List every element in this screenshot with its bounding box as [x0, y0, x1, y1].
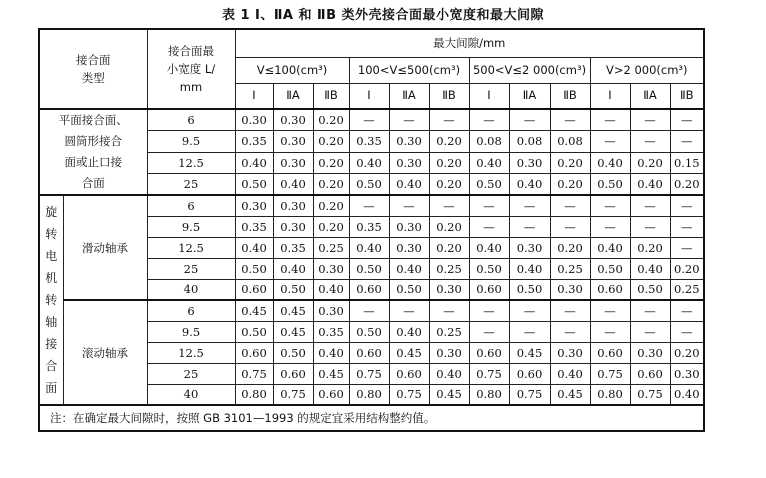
vertical-label-char: 旋: [45, 205, 58, 219]
header-volume-range: V≤100(cm³): [235, 57, 349, 83]
value-cell: 0.20: [429, 152, 469, 174]
value-cell: —: [590, 109, 630, 131]
value-cell: 0.50: [630, 279, 670, 300]
value-cell: —: [469, 195, 509, 216]
value-cell: 0.80: [469, 384, 509, 405]
value-cell: 0.45: [509, 342, 550, 363]
value-cell: 0.40: [273, 174, 313, 196]
min-width-cell: 40: [147, 279, 235, 300]
value-cell: 0.20: [550, 237, 590, 258]
value-cell: —: [670, 216, 704, 237]
value-cell: 0.30: [313, 300, 349, 321]
table-row: [39, 109, 704, 131]
value-cell: 0.30: [313, 258, 349, 279]
value-cell: 0.50: [389, 279, 429, 300]
value-cell: 0.40: [590, 237, 630, 258]
value-cell: 0.35: [313, 321, 349, 342]
min-width-cell: 9.5: [147, 321, 235, 342]
value-cell: 0.30: [630, 342, 670, 363]
value-cell: 0.50: [469, 258, 509, 279]
value-cell: —: [550, 216, 590, 237]
subgroup-label: 滑动轴承: [63, 195, 147, 300]
value-cell: 0.40: [469, 152, 509, 174]
value-cell: 0.75: [469, 363, 509, 384]
group-label-planar: [39, 109, 147, 195]
value-cell: 0.40: [389, 258, 429, 279]
value-cell: 0.40: [429, 363, 469, 384]
gap-table: [38, 28, 705, 432]
value-cell: 0.20: [630, 237, 670, 258]
value-cell: 0.60: [509, 363, 550, 384]
value-cell: 0.20: [429, 131, 469, 153]
value-cell: 0.35: [349, 216, 389, 237]
vertical-label-char: 机: [45, 271, 58, 285]
table-row: [39, 195, 704, 216]
value-cell: 0.30: [273, 131, 313, 153]
header-class: Ⅰ: [469, 83, 509, 109]
header-joint-type-line: 类型: [81, 71, 105, 85]
min-width-cell: 6: [147, 300, 235, 321]
vertical-label-char: 转: [45, 293, 58, 307]
value-cell: —: [429, 195, 469, 216]
value-cell: 0.60: [349, 279, 389, 300]
value-cell: 0.40: [630, 258, 670, 279]
value-cell: —: [509, 109, 550, 131]
value-cell: 0.30: [550, 342, 590, 363]
header-class: ⅡA: [509, 83, 550, 109]
min-width-cell: 12.5: [147, 237, 235, 258]
value-cell: 0.75: [273, 384, 313, 405]
header-volume-range: V>2 000(cm³): [590, 57, 704, 83]
value-cell: —: [670, 131, 704, 153]
header-class: ⅡB: [429, 83, 469, 109]
value-cell: 0.15: [670, 152, 704, 174]
value-cell: 0.60: [235, 279, 273, 300]
value-cell: 0.25: [670, 279, 704, 300]
value-cell: 0.20: [670, 258, 704, 279]
value-cell: 0.08: [509, 131, 550, 153]
value-cell: 0.45: [273, 321, 313, 342]
value-cell: 0.25: [550, 258, 590, 279]
value-cell: 0.80: [349, 384, 389, 405]
value-cell: 0.20: [670, 342, 704, 363]
header-max-gap: 最大间隙/mm: [235, 29, 704, 57]
value-cell: —: [349, 300, 389, 321]
value-cell: 0.30: [273, 152, 313, 174]
value-cell: 0.30: [273, 216, 313, 237]
table-row: [39, 300, 704, 321]
value-cell: 0.45: [313, 363, 349, 384]
value-cell: 0.60: [349, 342, 389, 363]
value-cell: 0.20: [313, 131, 349, 153]
value-cell: 0.40: [670, 384, 704, 405]
value-cell: 0.35: [235, 216, 273, 237]
header-min-width: [147, 29, 235, 109]
value-cell: 0.30: [429, 279, 469, 300]
value-cell: 0.75: [509, 384, 550, 405]
value-cell: 0.60: [590, 279, 630, 300]
value-cell: 0.20: [670, 174, 704, 196]
value-cell: 0.80: [590, 384, 630, 405]
value-cell: —: [670, 237, 704, 258]
header-class: ⅡA: [389, 83, 429, 109]
value-cell: 0.20: [313, 109, 349, 131]
min-width-cell: 25: [147, 174, 235, 196]
value-cell: 0.30: [389, 152, 429, 174]
value-cell: —: [469, 216, 509, 237]
value-cell: —: [630, 131, 670, 153]
value-cell: 0.08: [469, 131, 509, 153]
value-cell: 0.60: [469, 342, 509, 363]
header-class: ⅡB: [550, 83, 590, 109]
min-width-cell: 25: [147, 258, 235, 279]
value-cell: 0.30: [389, 216, 429, 237]
table-row: [39, 405, 704, 431]
value-cell: 0.40: [389, 321, 429, 342]
value-cell: 0.50: [235, 321, 273, 342]
value-cell: —: [509, 321, 550, 342]
value-cell: 0.30: [273, 195, 313, 216]
value-cell: 0.40: [550, 363, 590, 384]
value-cell: 0.30: [550, 279, 590, 300]
value-cell: —: [670, 321, 704, 342]
value-cell: 0.45: [273, 300, 313, 321]
value-cell: 0.60: [235, 342, 273, 363]
value-cell: —: [590, 321, 630, 342]
value-cell: 0.50: [235, 258, 273, 279]
value-cell: —: [590, 300, 630, 321]
value-cell: 0.40: [630, 174, 670, 196]
subgroup-label: 滚动轴承: [63, 300, 147, 405]
table-body: [39, 29, 704, 431]
value-cell: 0.40: [313, 342, 349, 363]
value-cell: 0.35: [235, 131, 273, 153]
value-cell: 0.45: [550, 384, 590, 405]
header-volume-range: 500<V≤2 000(cm³): [469, 57, 590, 83]
value-cell: 0.40: [349, 237, 389, 258]
value-cell: 0.50: [590, 258, 630, 279]
vertical-label-char: 接: [45, 337, 58, 351]
value-cell: —: [349, 195, 389, 216]
value-cell: —: [389, 195, 429, 216]
value-cell: 0.40: [509, 258, 550, 279]
min-width-cell: 9.5: [147, 131, 235, 153]
value-cell: —: [630, 216, 670, 237]
value-cell: 0.45: [235, 300, 273, 321]
value-cell: 0.40: [313, 279, 349, 300]
vertical-label-char: 合: [45, 359, 58, 373]
value-cell: 0.20: [313, 152, 349, 174]
value-cell: —: [509, 195, 550, 216]
header-class: ⅡA: [630, 83, 670, 109]
value-cell: 0.20: [313, 216, 349, 237]
value-cell: 0.80: [235, 384, 273, 405]
value-cell: 0.35: [273, 237, 313, 258]
value-cell: 0.50: [349, 258, 389, 279]
header-min-width-line: 小宽度 L/: [166, 62, 216, 76]
value-cell: 0.08: [550, 131, 590, 153]
vertical-label-char: 电: [45, 249, 58, 263]
value-cell: 0.25: [429, 321, 469, 342]
value-cell: —: [590, 195, 630, 216]
header-class: ⅡA: [273, 83, 313, 109]
value-cell: —: [670, 300, 704, 321]
value-cell: —: [389, 109, 429, 131]
min-width-cell: 40: [147, 384, 235, 405]
value-cell: 0.60: [273, 363, 313, 384]
value-cell: 0.60: [590, 342, 630, 363]
vertical-label-char: 转: [45, 227, 58, 241]
value-cell: 0.75: [349, 363, 389, 384]
value-cell: —: [509, 216, 550, 237]
value-cell: 0.30: [509, 152, 550, 174]
value-cell: 0.60: [630, 363, 670, 384]
value-cell: —: [670, 109, 704, 131]
value-cell: —: [550, 195, 590, 216]
value-cell: —: [550, 300, 590, 321]
table-note: 注：在确定最大间隙时，按照 GB 3101—1993 的规定宜采用结构整约值。: [39, 405, 704, 431]
value-cell: 0.40: [509, 174, 550, 196]
group-label-line: 面或止口接: [64, 155, 122, 169]
value-cell: —: [509, 300, 550, 321]
value-cell: —: [550, 109, 590, 131]
value-cell: —: [630, 109, 670, 131]
value-cell: —: [429, 109, 469, 131]
value-cell: 0.75: [630, 384, 670, 405]
value-cell: 0.30: [429, 342, 469, 363]
value-cell: 0.20: [630, 152, 670, 174]
value-cell: 0.75: [590, 363, 630, 384]
header-min-width-line: mm: [179, 80, 203, 94]
value-cell: 0.50: [509, 279, 550, 300]
value-cell: 0.50: [273, 342, 313, 363]
value-cell: —: [469, 109, 509, 131]
group-label-line: 平面接合面、: [58, 113, 128, 127]
value-cell: 0.25: [313, 237, 349, 258]
value-cell: 0.50: [590, 174, 630, 196]
value-cell: 0.20: [550, 152, 590, 174]
value-cell: 0.20: [429, 237, 469, 258]
value-cell: 0.50: [349, 321, 389, 342]
value-cell: —: [630, 300, 670, 321]
value-cell: —: [590, 131, 630, 153]
value-cell: 0.60: [313, 384, 349, 405]
value-cell: —: [389, 300, 429, 321]
header-joint-type-line: 接合面: [76, 53, 111, 67]
value-cell: 0.75: [389, 384, 429, 405]
min-width-cell: 12.5: [147, 152, 235, 174]
value-cell: 0.50: [235, 174, 273, 196]
min-width-cell: 25: [147, 363, 235, 384]
header-class: Ⅰ: [349, 83, 389, 109]
value-cell: 0.40: [273, 258, 313, 279]
vertical-label-char: 面: [45, 381, 58, 395]
value-cell: 0.35: [349, 131, 389, 153]
table-title: 表 1 Ⅰ、ⅡA 和 ⅡB 类外壳接合面最小宽度和最大间隙: [221, 8, 545, 23]
value-cell: —: [670, 195, 704, 216]
value-cell: —: [469, 300, 509, 321]
value-cell: 0.30: [389, 237, 429, 258]
header-class: ⅡB: [313, 83, 349, 109]
value-cell: 0.20: [313, 174, 349, 196]
value-cell: 0.60: [469, 279, 509, 300]
value-cell: 0.30: [389, 131, 429, 153]
value-cell: 0.20: [429, 174, 469, 196]
group-label-rotating: [39, 195, 63, 405]
value-cell: —: [630, 195, 670, 216]
header-min-width-line: 接合面最: [168, 44, 214, 58]
value-cell: 0.25: [429, 258, 469, 279]
value-cell: 0.40: [235, 152, 273, 174]
group-label-line: 合面: [81, 176, 105, 190]
value-cell: 0.40: [590, 152, 630, 174]
value-cell: 0.75: [235, 363, 273, 384]
value-cell: 0.50: [273, 279, 313, 300]
value-cell: 0.30: [509, 237, 550, 258]
header-volume-range: 100<V≤500(cm³): [349, 57, 469, 83]
group-label-line: 圆筒形接合: [64, 134, 122, 148]
min-width-cell: 9.5: [147, 216, 235, 237]
value-cell: 0.20: [429, 216, 469, 237]
value-cell: 0.45: [389, 342, 429, 363]
value-cell: 0.30: [235, 195, 273, 216]
header-class: ⅡB: [670, 83, 704, 109]
value-cell: 0.50: [349, 174, 389, 196]
value-cell: 0.60: [389, 363, 429, 384]
header-class: Ⅰ: [235, 83, 273, 109]
min-width-cell: 6: [147, 109, 235, 131]
value-cell: —: [590, 216, 630, 237]
value-cell: 0.40: [235, 237, 273, 258]
value-cell: 0.40: [469, 237, 509, 258]
value-cell: 0.20: [313, 195, 349, 216]
value-cell: 0.45: [429, 384, 469, 405]
value-cell: 0.30: [235, 109, 273, 131]
value-cell: 0.30: [670, 363, 704, 384]
value-cell: —: [349, 109, 389, 131]
value-cell: 0.30: [273, 109, 313, 131]
min-width-cell: 6: [147, 195, 235, 216]
value-cell: 0.40: [389, 174, 429, 196]
value-cell: —: [550, 321, 590, 342]
value-cell: 0.20: [550, 174, 590, 196]
value-cell: —: [630, 321, 670, 342]
value-cell: —: [429, 300, 469, 321]
header-class: Ⅰ: [590, 83, 630, 109]
header-joint-type: [39, 29, 147, 109]
value-cell: —: [469, 321, 509, 342]
value-cell: 0.50: [469, 174, 509, 196]
min-width-cell: 12.5: [147, 342, 235, 363]
value-cell: 0.40: [349, 152, 389, 174]
vertical-label-char: 轴: [45, 315, 58, 329]
